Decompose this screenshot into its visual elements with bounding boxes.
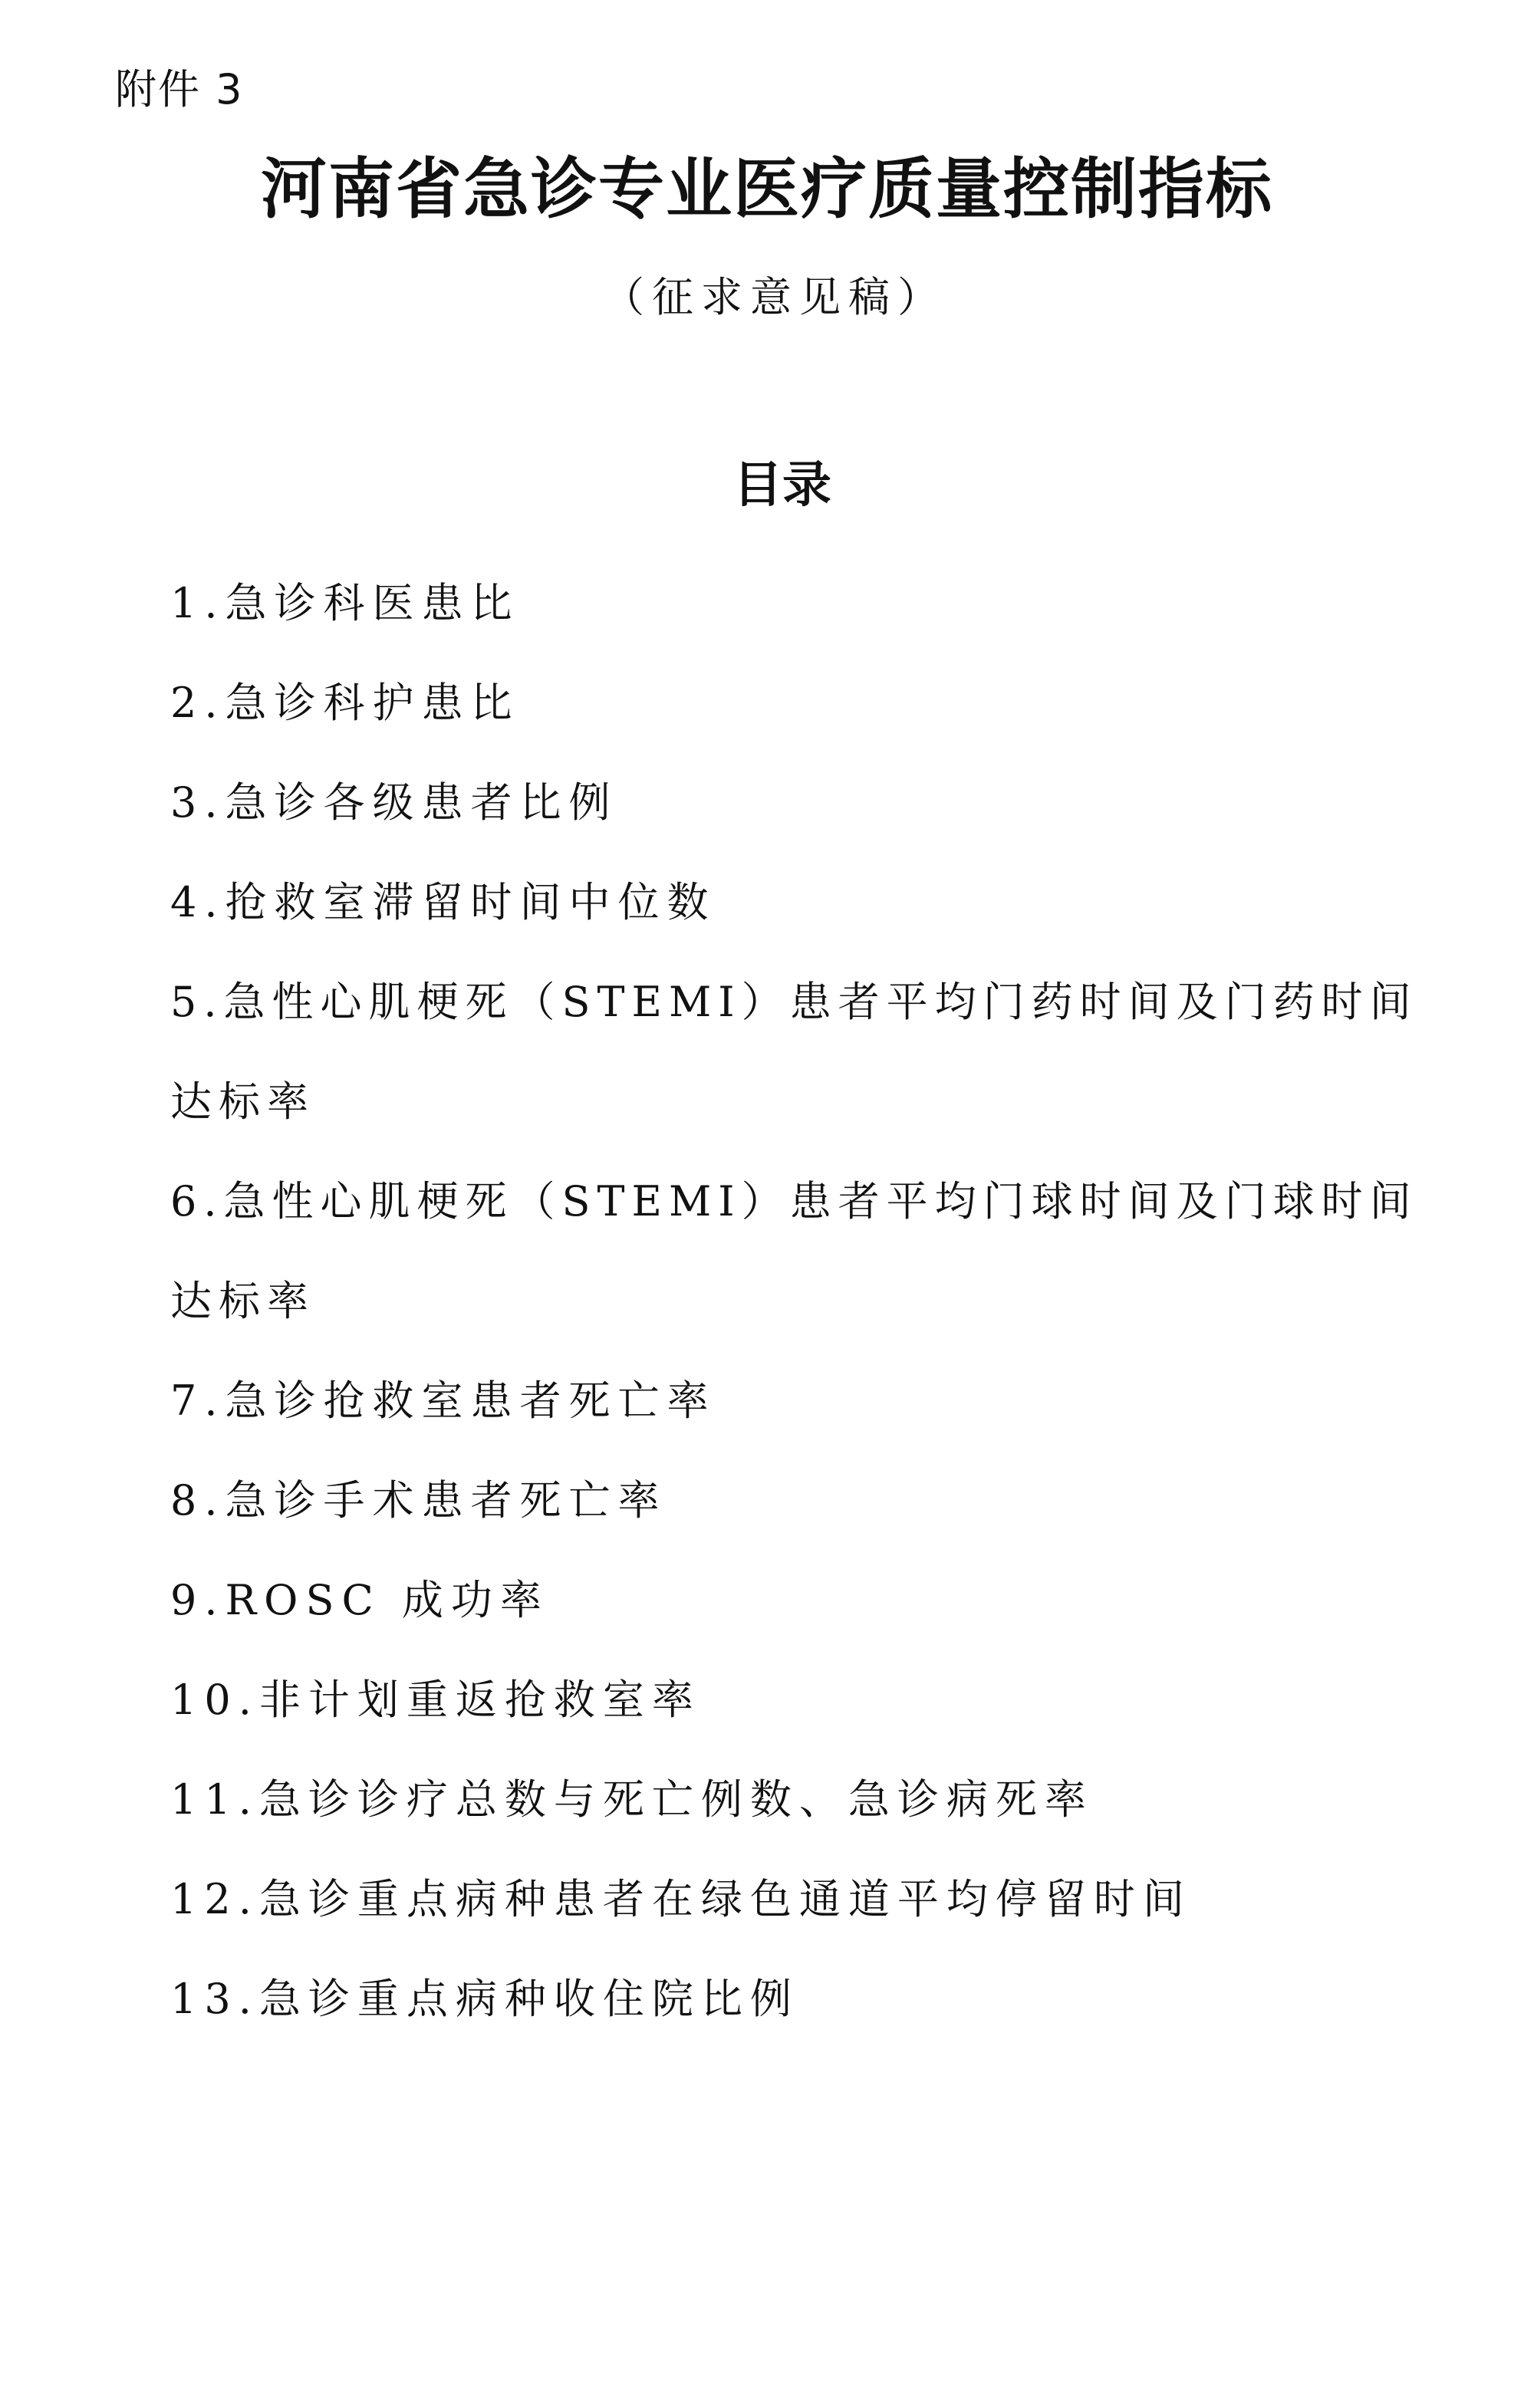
toc-item: 12.急诊重点病种患者在绿色通道平均停留时间 (170, 1875, 1192, 1923)
toc-item: 3.急诊各级患者比例 (170, 778, 618, 827)
toc-list (170, 554, 1436, 2049)
toc-item: 11.急诊诊疗总数与死亡例数、急诊病死率 (170, 1775, 1094, 1824)
document-title: 河南省急诊专业医疗质量控制指标 (261, 151, 1273, 228)
toc-item: 13.急诊重点病种收住院比例 (170, 1975, 799, 2023)
toc-item: 5.急性心肌梗死（STEMI）患者平均门药时间及门药时间达标率 (170, 978, 1418, 1126)
toc-item: 2.急诊科护患比 (170, 679, 520, 727)
toc-item: 10.非计划重返抢救室率 (170, 1676, 701, 1724)
toc-heading: 目录 (733, 457, 831, 514)
toc-item: 4.抢救室滞留时间中位数 (170, 878, 716, 926)
attachment-label: 附件 3 (115, 65, 244, 113)
toc-item: 8.急诊手术患者死亡率 (170, 1476, 667, 1525)
toc-item: 6.急性心肌梗死（STEMI）患者平均门球时间及门球时间达标率 (170, 1177, 1418, 1325)
toc-item: 7.急诊抢救室患者死亡率 (170, 1377, 716, 1425)
toc-item: 9.ROSC 成功率 (170, 1576, 549, 1624)
document-subtitle: （征求意见稿） (603, 273, 946, 321)
toc-item: 1.急诊科医患比 (170, 579, 520, 627)
